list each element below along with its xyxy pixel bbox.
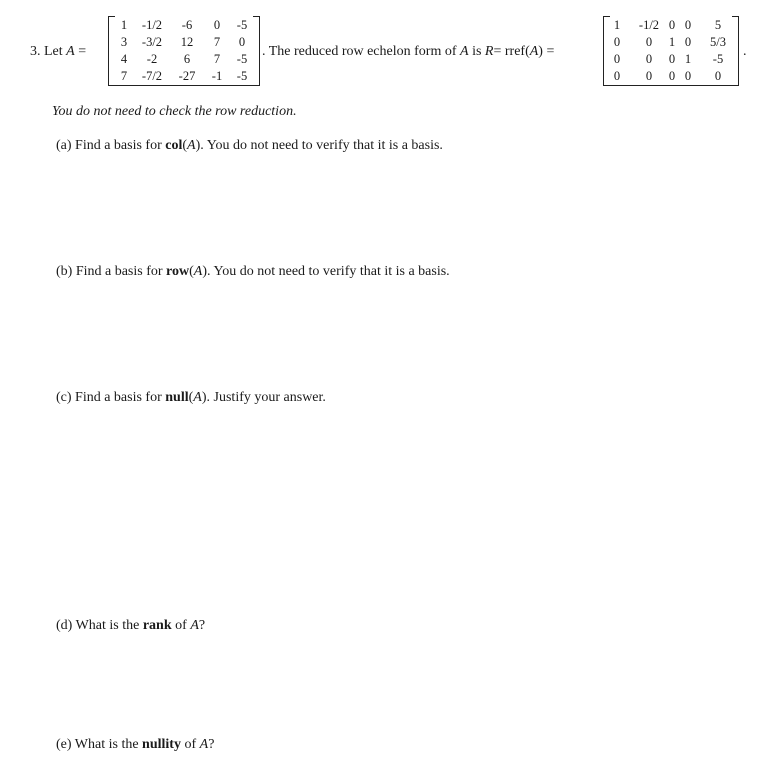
matrix-a-entry: -5 (236, 52, 248, 66)
matrix-r-entry: 0 (714, 69, 722, 83)
part-a-bold: col (165, 138, 183, 153)
part-b-var: A (193, 264, 203, 279)
part-c (56, 390, 326, 406)
matrix-r-entry: 0 (684, 35, 692, 49)
matrix-r-entry: 5/3 (710, 35, 726, 49)
matrix-a-entry: 1 (120, 18, 128, 32)
part-c-close: ). (201, 390, 211, 405)
part-a-rest: You do not need to verify that it is a basis. (203, 138, 443, 153)
problem-number: 3. (30, 44, 41, 59)
matrix-r-entry: 0 (613, 69, 621, 83)
matrix-a-entry: 7 (213, 35, 221, 49)
part-e-of: of (184, 737, 197, 752)
matrix-r-entry: 0 (668, 52, 676, 66)
part-e-var: A (199, 737, 209, 752)
part-a-close: ). (195, 138, 204, 153)
equals-sign: = (78, 44, 87, 59)
rref-eq1: = rref( (493, 44, 530, 59)
part-d-of: of (175, 618, 187, 633)
rref-var-a: A (460, 44, 469, 59)
matrix-a-entry: 6 (183, 52, 191, 66)
matrix-a-entry: 4 (120, 52, 128, 66)
matrix-r-entry: -1/2 (638, 18, 660, 32)
rref-eq2: ) = (538, 44, 555, 59)
matrix-a-entry: 0 (213, 18, 221, 32)
rref-var-a2: A (529, 44, 539, 59)
matrix-r-entry: 1 (668, 35, 676, 49)
matrix-a-row (113, 68, 255, 85)
matrix-r-row (608, 51, 734, 68)
part-e-q: ? (208, 737, 215, 752)
matrix-a-row (113, 34, 255, 51)
part-d-label: (d) What is the (56, 618, 140, 633)
part-e-label: (e) What is the (56, 737, 139, 752)
matrix-r-entry: 0 (645, 52, 653, 66)
matrix-r-entry: 0 (613, 52, 621, 66)
part-b-rest: You do not need to verify that it is a basis. (210, 264, 450, 279)
part-d (56, 618, 205, 634)
matrix-r (603, 16, 739, 86)
part-b (56, 264, 450, 280)
matrix-a-entry: -7/2 (141, 69, 163, 83)
part-c-label: (c) Find a basis for (56, 390, 162, 405)
matrix-r-entry: 0 (668, 18, 676, 32)
rref-is: is (472, 44, 482, 59)
part-d-bold: rank (142, 618, 172, 633)
part-d-var: A (190, 618, 199, 633)
matrix-a-entry: -5 (236, 18, 248, 32)
part-c-var: A (193, 390, 202, 405)
part-b-open: ( (189, 264, 194, 279)
matrix-a-entry: -2 (146, 52, 158, 66)
rref-statement (262, 44, 554, 60)
part-b-close: ). (202, 264, 211, 279)
matrix-r-entry: 0 (613, 35, 621, 49)
matrix-r-entry: 0 (684, 69, 692, 83)
matrix-a-entry: 7 (120, 69, 128, 83)
matrix-r-row (608, 34, 734, 51)
part-c-rest: Justify your answer. (210, 390, 326, 405)
matrix-a-entry: 0 (238, 35, 246, 49)
part-c-bold: null (165, 390, 189, 405)
trailing-period: . (743, 44, 747, 59)
matrix-r-entry: 0 (684, 18, 692, 32)
matrix-a-entry: -5 (236, 69, 248, 83)
matrix-a-row (113, 51, 255, 68)
matrix-r-entry: 0 (645, 35, 653, 49)
matrix-r-entry: 1 (613, 18, 621, 32)
matrix-r-entry: 5 (714, 18, 722, 32)
matrix-r-entry: 0 (668, 69, 676, 83)
matrix-r-row (608, 68, 734, 85)
matrix-a-row (113, 17, 255, 34)
rref-lead: . The reduced row echelon form of (262, 44, 457, 59)
matrix-a-entry: 3 (120, 35, 128, 49)
part-a (56, 138, 443, 154)
part-d-q: ? (198, 618, 206, 633)
part-e (56, 737, 214, 753)
matrix-r-row (608, 17, 734, 34)
rref-var-r: R (484, 44, 494, 59)
matrix-a-entry: 12 (180, 35, 194, 49)
matrix-a-entry: 7 (213, 52, 221, 66)
var-a: A (66, 44, 75, 59)
part-b-bold: row (166, 264, 190, 279)
part-a-label: (a) Find a basis for (56, 138, 162, 153)
matrix-r-entry: 0 (645, 69, 653, 83)
part-a-var: A (187, 138, 196, 153)
let-text: Let (44, 44, 63, 59)
matrix-a-entry: -27 (178, 69, 196, 83)
matrix-a-entry: -1/2 (141, 18, 163, 32)
part-b-label: (b) Find a basis for (56, 264, 163, 279)
matrix-r-entry: 1 (684, 52, 692, 66)
matrix-a-entry: -1 (211, 69, 223, 83)
row-reduction-note: You do not need to check the row reduction. (52, 104, 297, 119)
problem-label (30, 44, 86, 60)
part-a-open: ( (182, 138, 188, 153)
matrix-a-entry: -6 (181, 18, 193, 32)
matrix-r-entry: -5 (712, 52, 724, 66)
part-c-open: ( (188, 390, 194, 405)
part-e-bold: nullity (142, 737, 181, 752)
matrix-a (108, 16, 260, 86)
matrix-a-entry: -3/2 (141, 35, 163, 49)
